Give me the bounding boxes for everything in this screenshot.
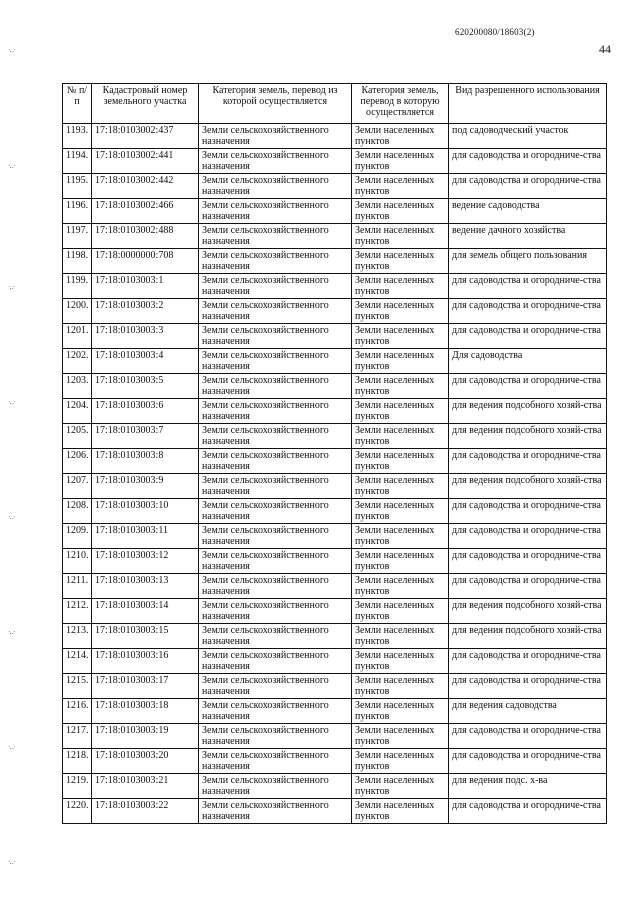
- cell-permitted-use: для садоводства и огородниче-ства: [449, 274, 607, 299]
- cell-category-to: Земли населенных пунктов: [352, 674, 449, 699]
- cell-category-to: Земли населенных пунктов: [352, 249, 449, 274]
- cell-permitted-use: для садоводства и огородниче-ства: [449, 749, 607, 774]
- cell-row-number: 1195.: [63, 174, 92, 199]
- table-row: [63, 724, 607, 749]
- table-row: [63, 224, 607, 249]
- cell-permitted-use: для ведения подсобного хозяй-ства: [449, 474, 607, 499]
- cell-category-to: Земли населенных пунктов: [352, 124, 449, 149]
- table-row: [63, 749, 607, 774]
- table-row: [63, 399, 607, 424]
- table-row: [63, 149, 607, 174]
- cell-category-from: Земли сельскохозяйственного назначения: [199, 799, 352, 824]
- cell-category-from: Земли сельскохозяйственного назначения: [199, 649, 352, 674]
- cell-permitted-use: для садоводства и огородниче-ства: [449, 324, 607, 349]
- cell-category-from: Земли сельскохозяйственного назначения: [199, 349, 352, 374]
- cell-category-from: Земли сельскохозяйственного назначения: [199, 599, 352, 624]
- cell-category-to: Земли населенных пунктов: [352, 774, 449, 799]
- cell-category-to: Земли населенных пунктов: [352, 449, 449, 474]
- cell-category-to: Земли населенных пунктов: [352, 699, 449, 724]
- table-row: [63, 374, 607, 399]
- cell-row-number: 1205.: [63, 424, 92, 449]
- scan-margin-mark: ·‥·: [8, 858, 15, 866]
- table-row: [63, 424, 607, 449]
- cell-category-to: Земли населенных пунктов: [352, 399, 449, 424]
- cell-category-from: Земли сельскохозяйственного назначения: [199, 274, 352, 299]
- table-row: [63, 299, 607, 324]
- scan-margin-mark: ·‥·: [8, 283, 15, 291]
- cell-category-to: Земли населенных пунктов: [352, 799, 449, 824]
- cell-cadastral-number: 17:18:0103003:9: [92, 474, 199, 499]
- cell-row-number: 1213.: [63, 624, 92, 649]
- cell-category-from: Земли сельскохозяйственного назначения: [199, 124, 352, 149]
- cell-cadastral-number: 17:18:0103002:441: [92, 149, 199, 174]
- column-header-cadastral-number: Кадастровый номер земельного участка: [92, 84, 199, 124]
- cell-cadastral-number: 17:18:0103003:12: [92, 549, 199, 574]
- cell-permitted-use: для садоводства и огородниче-ства: [449, 549, 607, 574]
- cell-category-to: Земли населенных пунктов: [352, 524, 449, 549]
- cell-category-to: Земли населенных пунктов: [352, 174, 449, 199]
- cell-row-number: 1203.: [63, 374, 92, 399]
- cell-cadastral-number: 17:18:0103003:13: [92, 574, 199, 599]
- cell-permitted-use: для садоводства и огородниче-ства: [449, 149, 607, 174]
- table-row: [63, 474, 607, 499]
- cell-row-number: 1210.: [63, 549, 92, 574]
- cell-row-number: 1196.: [63, 199, 92, 224]
- cell-category-to: Земли населенных пунктов: [352, 499, 449, 524]
- cell-row-number: 1214.: [63, 649, 92, 674]
- cell-permitted-use: для ведения подсобного хозяй-ства: [449, 599, 607, 624]
- cell-permitted-use: Для садоводства: [449, 349, 607, 374]
- table-row: [63, 574, 607, 599]
- cell-cadastral-number: 17:18:0103003:3: [92, 324, 199, 349]
- table-body: [63, 124, 607, 824]
- cell-row-number: 1208.: [63, 499, 92, 524]
- cell-row-number: 1207.: [63, 474, 92, 499]
- table-row: [63, 699, 607, 724]
- table-row: [63, 449, 607, 474]
- cell-category-to: Земли населенных пунктов: [352, 474, 449, 499]
- cell-category-to: Земли населенных пунктов: [352, 724, 449, 749]
- cell-row-number: 1197.: [63, 224, 92, 249]
- cell-category-to: Земли населенных пунктов: [352, 274, 449, 299]
- cell-category-to: Земли населенных пунктов: [352, 199, 449, 224]
- cell-permitted-use: для ведения подсобного хозяй-ства: [449, 399, 607, 424]
- scan-margin-mark: ·‥·: [8, 628, 15, 636]
- cell-category-from: Земли сельскохозяйственного назначения: [199, 324, 352, 349]
- cell-category-to: Земли населенных пунктов: [352, 224, 449, 249]
- table-row: [63, 124, 607, 149]
- cell-row-number: 1194.: [63, 149, 92, 174]
- cell-category-to: Земли населенных пунктов: [352, 324, 449, 349]
- scan-margin-mark: ·‥·: [8, 398, 15, 406]
- cell-cadastral-number: 17:18:0103003:2: [92, 299, 199, 324]
- cell-cadastral-number: 17:18:0103003:1: [92, 274, 199, 299]
- cell-category-to: Земли населенных пунктов: [352, 349, 449, 374]
- cell-category-to: Земли населенных пунктов: [352, 424, 449, 449]
- cell-category-to: Земли населенных пунктов: [352, 749, 449, 774]
- cell-row-number: 1220.: [63, 799, 92, 824]
- cell-category-to: Земли населенных пунктов: [352, 624, 449, 649]
- cell-cadastral-number: 17:18:0103002:466: [92, 199, 199, 224]
- cell-permitted-use: для садоводства и огородниче-ства: [449, 574, 607, 599]
- cell-permitted-use: для садоводства и огородниче-ства: [449, 724, 607, 749]
- cell-permitted-use: для садоводства и огородниче-ства: [449, 674, 607, 699]
- cell-cadastral-number: 17:18:0103003:16: [92, 649, 199, 674]
- cell-row-number: 1218.: [63, 749, 92, 774]
- cell-permitted-use: для земель общего пользования: [449, 249, 607, 274]
- cell-row-number: 1202.: [63, 349, 92, 374]
- cell-cadastral-number: 17:18:0103003:18: [92, 699, 199, 724]
- cell-cadastral-number: 17:18:0103003:15: [92, 624, 199, 649]
- cell-row-number: 1209.: [63, 524, 92, 549]
- cell-category-from: Земли сельскохозяйственного назначения: [199, 499, 352, 524]
- page-number: 44: [599, 42, 611, 56]
- cell-row-number: 1211.: [63, 574, 92, 599]
- cell-category-from: Земли сельскохозяйственного назначения: [199, 424, 352, 449]
- cell-category-from: Земли сельскохозяйственного назначения: [199, 699, 352, 724]
- table-row: [63, 524, 607, 549]
- cell-permitted-use: для садоводства и огородниче-ства: [449, 649, 607, 674]
- cell-permitted-use: под садоводческий участок: [449, 124, 607, 149]
- cell-row-number: 1219.: [63, 774, 92, 799]
- cell-permitted-use: для садоводства и огородниче-ства: [449, 524, 607, 549]
- cell-permitted-use: для садоводства и огородниче-ства: [449, 499, 607, 524]
- table-row: [63, 649, 607, 674]
- cell-cadastral-number: 17:18:0103003:8: [92, 449, 199, 474]
- table-row: [63, 199, 607, 224]
- table-header-row: [63, 84, 607, 124]
- cell-cadastral-number: 17:18:0103003:4: [92, 349, 199, 374]
- table-row: [63, 349, 607, 374]
- cell-category-from: Земли сельскохозяйственного назначения: [199, 174, 352, 199]
- document-id: 620200080/18603(2): [455, 27, 535, 37]
- cell-permitted-use: для садоводства и огородниче-ства: [449, 799, 607, 824]
- cell-category-from: Земли сельскохозяйственного назначения: [199, 724, 352, 749]
- cell-category-to: Земли населенных пунктов: [352, 549, 449, 574]
- cell-category-to: Земли населенных пунктов: [352, 599, 449, 624]
- cell-category-to: Земли населенных пунктов: [352, 299, 449, 324]
- cell-category-from: Земли сельскохозяйственного назначения: [199, 149, 352, 174]
- cell-category-from: Земли сельскохозяйственного назначения: [199, 199, 352, 224]
- cell-category-to: Земли населенных пунктов: [352, 574, 449, 599]
- cell-cadastral-number: 17:18:0103002:437: [92, 124, 199, 149]
- cell-permitted-use: для ведения подсобного хозяй-ства: [449, 624, 607, 649]
- cell-category-from: Земли сельскохозяйственного назначения: [199, 774, 352, 799]
- cell-category-from: Земли сельскохозяйственного назначения: [199, 249, 352, 274]
- cell-category-from: Земли сельскохозяйственного назначения: [199, 299, 352, 324]
- cell-row-number: 1217.: [63, 724, 92, 749]
- column-header-category-to: Категория земель, перевод в которую осуществляется: [352, 84, 449, 124]
- scan-margin-mark: ·‥·: [8, 46, 15, 54]
- cell-cadastral-number: 17:18:0103003:20: [92, 749, 199, 774]
- scan-margin-mark: ·‥·: [8, 162, 15, 170]
- cell-category-from: Земли сельскохозяйственного назначения: [199, 474, 352, 499]
- cell-category-to: Земли населенных пунктов: [352, 374, 449, 399]
- cell-row-number: 1198.: [63, 249, 92, 274]
- land-plots-table: [62, 83, 607, 824]
- cell-category-to: Земли населенных пунктов: [352, 649, 449, 674]
- cell-cadastral-number: 17:18:0103003:10: [92, 499, 199, 524]
- cell-row-number: 1215.: [63, 674, 92, 699]
- table-row: [63, 599, 607, 624]
- cell-row-number: 1212.: [63, 599, 92, 624]
- cell-row-number: 1216.: [63, 699, 92, 724]
- table-row: [63, 499, 607, 524]
- cell-cadastral-number: 17:18:0103003:11: [92, 524, 199, 549]
- column-header-category-from: Категория земель, перевод из которой осуществляется: [199, 84, 352, 124]
- cell-category-from: Земли сельскохозяйственного назначения: [199, 224, 352, 249]
- cell-permitted-use: для садоводства и огородниче-ства: [449, 449, 607, 474]
- cell-row-number: 1193.: [63, 124, 92, 149]
- cell-cadastral-number: 17:18:0103003:7: [92, 424, 199, 449]
- cell-permitted-use: для садоводства и огородниче-ства: [449, 174, 607, 199]
- cell-row-number: 1204.: [63, 399, 92, 424]
- cell-permitted-use: для садоводства и огородниче-ства: [449, 299, 607, 324]
- cell-permitted-use: ведение дачного хозяйства: [449, 224, 607, 249]
- cell-category-from: Земли сельскохозяйственного назначения: [199, 449, 352, 474]
- cell-permitted-use: для ведения садоводства: [449, 699, 607, 724]
- cell-category-to: Земли населенных пунктов: [352, 149, 449, 174]
- cell-cadastral-number: 17:18:0103003:6: [92, 399, 199, 424]
- table-row: [63, 274, 607, 299]
- cell-permitted-use: для ведения подс. х-ва: [449, 774, 607, 799]
- scan-margin-mark: ·‥·: [8, 513, 15, 521]
- cell-cadastral-number: 17:18:0103003:14: [92, 599, 199, 624]
- cell-row-number: 1206.: [63, 449, 92, 474]
- table-row: [63, 324, 607, 349]
- cell-cadastral-number: 17:18:0103002:442: [92, 174, 199, 199]
- table-row: [63, 174, 607, 199]
- table-row: [63, 674, 607, 699]
- table-row: [63, 799, 607, 824]
- cell-category-from: Земли сельскохозяйственного назначения: [199, 399, 352, 424]
- cell-row-number: 1201.: [63, 324, 92, 349]
- cell-cadastral-number: 17:18:0000000:708: [92, 249, 199, 274]
- scan-margin-mark: ·‥·: [8, 743, 15, 751]
- cell-category-from: Земли сельскохозяйственного назначения: [199, 674, 352, 699]
- cell-cadastral-number: 17:18:0103003:17: [92, 674, 199, 699]
- cell-category-from: Земли сельскохозяйственного назначения: [199, 374, 352, 399]
- cell-permitted-use: для ведения подсобного хозяй-ства: [449, 424, 607, 449]
- cell-category-from: Земли сельскохозяйственного назначения: [199, 524, 352, 549]
- cell-cadastral-number: 17:18:0103002:488: [92, 224, 199, 249]
- cell-row-number: 1199.: [63, 274, 92, 299]
- table-row: [63, 774, 607, 799]
- cell-cadastral-number: 17:18:0103003:19: [92, 724, 199, 749]
- column-header-permitted-use: Вид разрешенного использования: [449, 84, 607, 124]
- table-row: [63, 549, 607, 574]
- cell-cadastral-number: 17:18:0103003:22: [92, 799, 199, 824]
- column-header-number: № п/п: [63, 84, 92, 124]
- cell-cadastral-number: 17:18:0103003:21: [92, 774, 199, 799]
- table-row: [63, 624, 607, 649]
- cell-permitted-use: ведение садоводства: [449, 199, 607, 224]
- cell-category-from: Земли сельскохозяйственного назначения: [199, 574, 352, 599]
- cell-cadastral-number: 17:18:0103003:5: [92, 374, 199, 399]
- cell-category-from: Земли сельскохозяйственного назначения: [199, 749, 352, 774]
- cell-permitted-use: для садоводства и огородниче-ства: [449, 374, 607, 399]
- cell-category-from: Земли сельскохозяйственного назначения: [199, 549, 352, 574]
- table-row: [63, 249, 607, 274]
- cell-row-number: 1200.: [63, 299, 92, 324]
- cell-category-from: Земли сельскохозяйственного назначения: [199, 624, 352, 649]
